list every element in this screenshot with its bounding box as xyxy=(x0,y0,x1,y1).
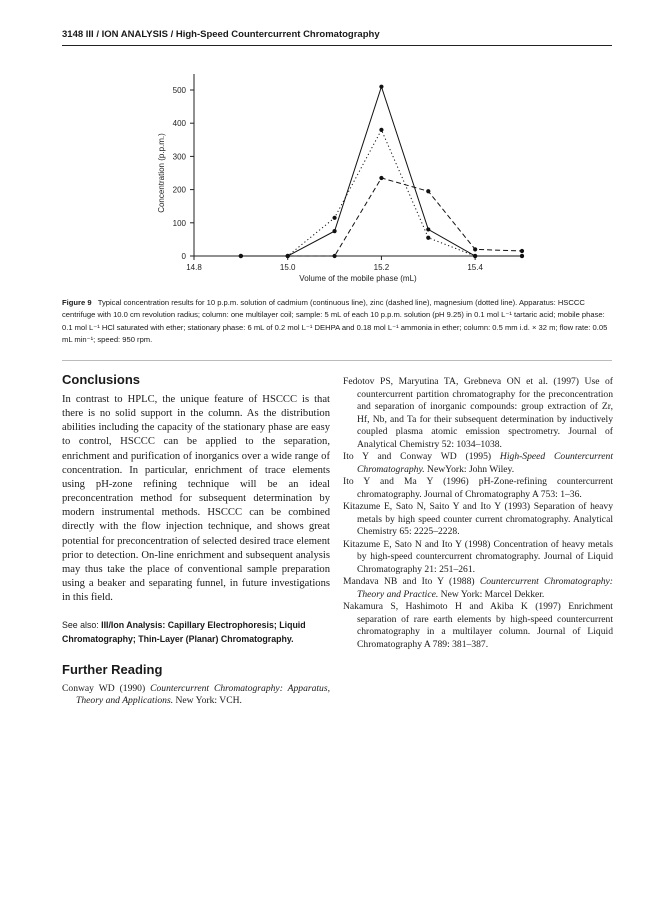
data-point-magnesium xyxy=(426,236,430,240)
data-point-magnesium xyxy=(286,254,290,258)
see-also-label: See also: xyxy=(62,620,99,631)
reference-item: Ito Y and Ma Y (1996) pH-Zone-refining countercurrent chromatography. Journal of Chromatography A 753: 1–36. xyxy=(343,476,613,500)
data-point-cadmium xyxy=(332,229,336,233)
data-point-zinc xyxy=(520,249,524,253)
x-tick-label: 15.2 xyxy=(373,263,390,272)
y-tick-label: 200 xyxy=(172,185,186,195)
reference-item: Kitazume E, Sato N and Ito Y (1998) Concentration of heavy metals by high-speed countercurrent chromatography. Journal of Liquid Chromatography 21: 251–261. xyxy=(343,538,613,575)
data-point-magnesium xyxy=(332,216,336,220)
y-tick-label: 100 xyxy=(172,218,186,228)
y-tick-label: 300 xyxy=(172,152,186,162)
x-tick-label: 14.8 xyxy=(186,263,202,272)
data-point-zinc xyxy=(379,176,383,180)
left-column xyxy=(62,372,330,708)
data-point-zinc xyxy=(473,247,477,251)
figure-9-chart xyxy=(140,68,540,288)
y-tick-label: 0 xyxy=(181,252,186,261)
x-tick-label: 15.4 xyxy=(467,263,483,272)
data-point-magnesium xyxy=(473,254,477,258)
see-also xyxy=(62,619,330,645)
data-point-cadmium xyxy=(426,227,430,231)
data-point-zinc xyxy=(426,189,430,193)
data-point-magnesium xyxy=(239,254,243,258)
reference-item: Ito Y and Conway WD (1995) High-Speed Countercurrent Chromatography. NewYork: John Wiley. xyxy=(343,451,613,475)
data-point-magnesium xyxy=(379,128,383,132)
series-line-zinc xyxy=(241,178,522,256)
see-also-text: III/Ion Analysis: Capillary Electrophoresis; Liquid Chromatography; Thin-Layer (Planar) Chromatography. xyxy=(62,620,306,644)
reference-item: Fedotov PS, Maryutina TA, Grebneva ON et al. (1997) Use of countercurrent partition chromatography for the preconcentration and separation of inorganic compounds: group extraction of Zr, Hf, Nb, and Ta for their subsequent determination by inductively coupled plasma atomic emission spectrometry. Journal of Analytical Chemistry 52: 1034–1038. xyxy=(343,376,613,450)
reference-item: Nakamura S, Hashimoto H and Akiba K (1997) Enrichment separation of rare earth elements by high-speed countercurrent chromatography in a multilayer column. Journal of Liquid Chromatography A 789: 381–387. xyxy=(343,601,613,650)
reference-item: Mandava NB and Ito Y (1988) Countercurrent Chromatography: Theory and Practice. New York: Marcel Dekker. xyxy=(343,576,613,600)
y-tick-label: 400 xyxy=(172,119,186,129)
conclusions-body: In contrast to HPLC, the unique feature of HSCCC is that there is no solid support in the column. As the distribution abilities including the capacity of the stationary phase are easy to control, HSCCC can be applied to the separation, enrichment and purification of inorganics over a wide range of concentration. In particular, enrichment of trace elements using pH-zone refining technique will be an ideal preconcentration method for subsequent determination by modern instrumental methods. HSCCC can be combined directly with the flow injection technique, and shows great potential for preconcentration of selected desired trace element prior to detection. On-line enrichment and subsequent analysis may thus take the place of conventional sample preparation using a beaker and separating funnel, in future investigations in this field. xyxy=(62,394,330,604)
reference-item: Conway WD (1990) Countercurrent Chromatography: Apparatus, Theory and Applications. New York: VCH. xyxy=(62,682,330,707)
data-point-cadmium xyxy=(379,85,383,89)
data-point-zinc xyxy=(332,254,336,258)
y-tick-label: 500 xyxy=(172,86,186,95)
data-point-magnesium xyxy=(520,254,524,258)
running-header: 3148 III / ION ANALYSIS / High-Speed Countercurrent Chromatography xyxy=(62,29,380,40)
y-axis-label: Concentration (p.p.m.) xyxy=(157,133,166,213)
reference-item: Kitazume E, Sato N, Saito Y and Ito Y (1993) Separation of heavy metals by high speed counter current chromatography. Analytical Chemistry 65: 2225–2228. xyxy=(343,501,613,537)
right-column xyxy=(343,376,613,651)
series-line-cadmium xyxy=(241,87,522,256)
caption-rule xyxy=(62,360,612,361)
x-tick-label: 15.0 xyxy=(279,263,296,272)
further-reading-heading: Further Reading xyxy=(62,661,163,677)
series-line-magnesium xyxy=(241,130,522,256)
figure-caption xyxy=(62,297,614,346)
caption-label: Figure 9 xyxy=(62,298,92,307)
conclusions-heading: Conclusions xyxy=(62,372,141,387)
x-axis-label: Volume of the mobile phase (mL) xyxy=(299,274,417,283)
header-rule xyxy=(62,45,612,46)
caption-text: Typical concentration results for 10 p.p.m. solution of cadmium (continuous line), zinc (dashed line), magnesium (dotted line). Apparatus: HSCCC centrifuge with 10.0 cm revolution radius; column: one multilayer coil; sample: 5 mL of each 10 p.p.m. solution (pH 9.25) in 0.1 mol L⁻¹ tartaric acid; mobile phase: 0.1 mol L⁻¹ HCl saturated with ether; stationary phase: 6 mL of 0.2 mol L⁻¹ DEHPA and 0.18 mol L⁻¹ ammonia in ether; column: 0.5 mm i.d. × 32 m; flow rate: 0.05 mL min⁻¹; speed: 950 rpm. xyxy=(62,298,608,344)
